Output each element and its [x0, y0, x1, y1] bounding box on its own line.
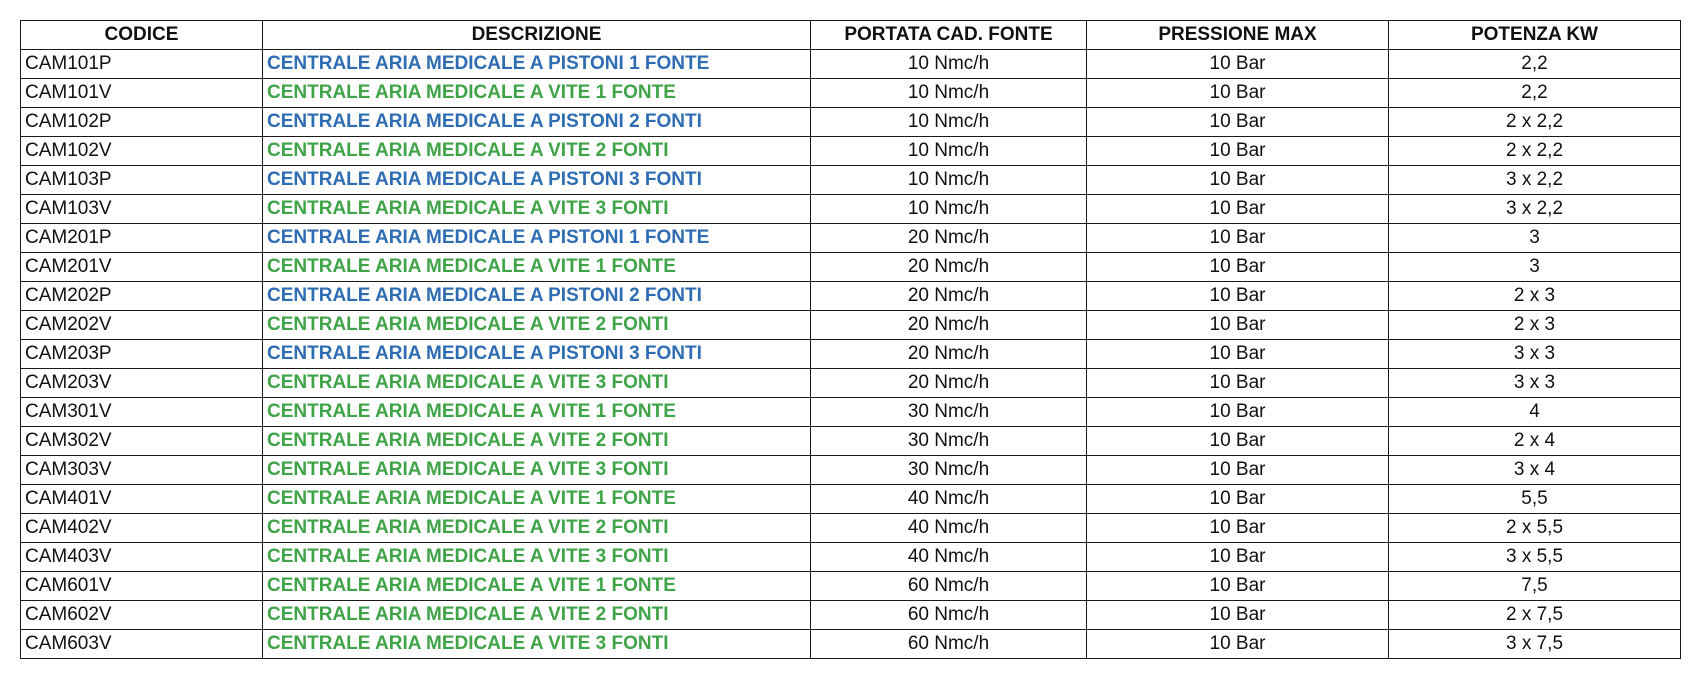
cell-potenza: 3 [1389, 224, 1681, 253]
cell-pressione: 10 Bar [1087, 630, 1389, 659]
table-row [21, 166, 1681, 195]
cell-portata: 10 Nmc/h [811, 108, 1087, 137]
cell-potenza: 4 [1389, 398, 1681, 427]
cell-potenza: 2 x 7,5 [1389, 601, 1681, 630]
cell-codice: CAM303V [21, 456, 263, 485]
cell-descrizione: CENTRALE ARIA MEDICALE A VITE 2 FONTI [263, 601, 811, 630]
cell-codice: CAM402V [21, 514, 263, 543]
cell-potenza: 3 x 3 [1389, 340, 1681, 369]
cell-potenza: 3 x 5,5 [1389, 543, 1681, 572]
cell-descrizione: CENTRALE ARIA MEDICALE A VITE 2 FONTI [263, 427, 811, 456]
cell-codice: CAM202P [21, 282, 263, 311]
cell-portata: 60 Nmc/h [811, 572, 1087, 601]
cell-codice: CAM101V [21, 79, 263, 108]
cell-potenza: 3 x 7,5 [1389, 630, 1681, 659]
cell-potenza: 2 x 3 [1389, 282, 1681, 311]
cell-pressione: 10 Bar [1087, 282, 1389, 311]
table-row [21, 195, 1681, 224]
cell-descrizione: CENTRALE ARIA MEDICALE A VITE 3 FONTI [263, 630, 811, 659]
cell-portata: 10 Nmc/h [811, 50, 1087, 79]
cell-portata: 40 Nmc/h [811, 543, 1087, 572]
cell-potenza: 3 x 4 [1389, 456, 1681, 485]
table-row [21, 79, 1681, 108]
cell-portata: 20 Nmc/h [811, 282, 1087, 311]
cell-pressione: 10 Bar [1087, 514, 1389, 543]
cell-potenza: 2,2 [1389, 79, 1681, 108]
cell-codice: CAM601V [21, 572, 263, 601]
cell-codice: CAM302V [21, 427, 263, 456]
header-descrizione: DESCRIZIONE [263, 21, 811, 50]
cell-codice: CAM103V [21, 195, 263, 224]
cell-codice: CAM603V [21, 630, 263, 659]
table-row [21, 543, 1681, 572]
table-row [21, 514, 1681, 543]
cell-descrizione: CENTRALE ARIA MEDICALE A VITE 2 FONTI [263, 137, 811, 166]
cell-descrizione: CENTRALE ARIA MEDICALE A PISTONI 1 FONTE [263, 224, 811, 253]
cell-codice: CAM203V [21, 369, 263, 398]
cell-codice: CAM403V [21, 543, 263, 572]
cell-pressione: 10 Bar [1087, 601, 1389, 630]
cell-portata: 20 Nmc/h [811, 369, 1087, 398]
table-row [21, 108, 1681, 137]
cell-portata: 10 Nmc/h [811, 137, 1087, 166]
cell-descrizione: CENTRALE ARIA MEDICALE A VITE 1 FONTE [263, 485, 811, 514]
cell-potenza: 3 [1389, 253, 1681, 282]
cell-potenza: 2 x 2,2 [1389, 108, 1681, 137]
cell-codice: CAM301V [21, 398, 263, 427]
cell-pressione: 10 Bar [1087, 369, 1389, 398]
cell-descrizione: CENTRALE ARIA MEDICALE A VITE 3 FONTI [263, 456, 811, 485]
cell-descrizione: CENTRALE ARIA MEDICALE A VITE 1 FONTE [263, 79, 811, 108]
table-row [21, 50, 1681, 79]
cell-pressione: 10 Bar [1087, 398, 1389, 427]
table-row [21, 485, 1681, 514]
cell-codice: CAM101P [21, 50, 263, 79]
cell-portata: 60 Nmc/h [811, 601, 1087, 630]
cell-portata: 40 Nmc/h [811, 485, 1087, 514]
cell-potenza: 5,5 [1389, 485, 1681, 514]
cell-pressione: 10 Bar [1087, 572, 1389, 601]
header-potenza: POTENZA KW [1389, 21, 1681, 50]
table-row [21, 572, 1681, 601]
cell-potenza: 3 x 3 [1389, 369, 1681, 398]
cell-pressione: 10 Bar [1087, 311, 1389, 340]
table-row [21, 311, 1681, 340]
cell-codice: CAM602V [21, 601, 263, 630]
cell-portata: 60 Nmc/h [811, 630, 1087, 659]
cell-codice: CAM201V [21, 253, 263, 282]
table-row [21, 340, 1681, 369]
table-row [21, 224, 1681, 253]
cell-pressione: 10 Bar [1087, 543, 1389, 572]
cell-potenza: 3 x 2,2 [1389, 195, 1681, 224]
cell-codice: CAM201P [21, 224, 263, 253]
cell-pressione: 10 Bar [1087, 50, 1389, 79]
cell-pressione: 10 Bar [1087, 137, 1389, 166]
cell-pressione: 10 Bar [1087, 224, 1389, 253]
table-row [21, 369, 1681, 398]
cell-descrizione: CENTRALE ARIA MEDICALE A PISTONI 3 FONTI [263, 166, 811, 195]
table-header [21, 21, 1681, 50]
cell-potenza: 7,5 [1389, 572, 1681, 601]
cell-descrizione: CENTRALE ARIA MEDICALE A VITE 3 FONTI [263, 543, 811, 572]
table-row [21, 427, 1681, 456]
cell-portata: 20 Nmc/h [811, 253, 1087, 282]
cell-descrizione: CENTRALE ARIA MEDICALE A VITE 2 FONTI [263, 514, 811, 543]
cell-codice: CAM102P [21, 108, 263, 137]
table-row [21, 253, 1681, 282]
cell-potenza: 2 x 3 [1389, 311, 1681, 340]
table-row [21, 282, 1681, 311]
cell-pressione: 10 Bar [1087, 456, 1389, 485]
table-row [21, 601, 1681, 630]
table-body [21, 50, 1681, 659]
header-portata: PORTATA CAD. FONTE [811, 21, 1087, 50]
cell-potenza: 2 x 5,5 [1389, 514, 1681, 543]
cell-portata: 30 Nmc/h [811, 427, 1087, 456]
cell-potenza: 2 x 4 [1389, 427, 1681, 456]
cell-descrizione: CENTRALE ARIA MEDICALE A PISTONI 3 FONTI [263, 340, 811, 369]
cell-pressione: 10 Bar [1087, 427, 1389, 456]
header-row [21, 21, 1681, 50]
cell-portata: 20 Nmc/h [811, 311, 1087, 340]
cell-pressione: 10 Bar [1087, 253, 1389, 282]
cell-descrizione: CENTRALE ARIA MEDICALE A PISTONI 1 FONTE [263, 50, 811, 79]
header-codice: CODICE [21, 21, 263, 50]
cell-descrizione: CENTRALE ARIA MEDICALE A VITE 3 FONTI [263, 369, 811, 398]
cell-codice: CAM203P [21, 340, 263, 369]
cell-codice: CAM401V [21, 485, 263, 514]
cell-portata: 10 Nmc/h [811, 166, 1087, 195]
cell-portata: 30 Nmc/h [811, 456, 1087, 485]
cell-portata: 30 Nmc/h [811, 398, 1087, 427]
cell-pressione: 10 Bar [1087, 340, 1389, 369]
cell-portata: 20 Nmc/h [811, 340, 1087, 369]
cell-codice: CAM202V [21, 311, 263, 340]
cell-portata: 10 Nmc/h [811, 195, 1087, 224]
cell-portata: 10 Nmc/h [811, 79, 1087, 108]
cell-pressione: 10 Bar [1087, 485, 1389, 514]
table-row [21, 456, 1681, 485]
cell-pressione: 10 Bar [1087, 166, 1389, 195]
cell-descrizione: CENTRALE ARIA MEDICALE A VITE 1 FONTE [263, 253, 811, 282]
cell-descrizione: CENTRALE ARIA MEDICALE A PISTONI 2 FONTI [263, 282, 811, 311]
cell-descrizione: CENTRALE ARIA MEDICALE A PISTONI 2 FONTI [263, 108, 811, 137]
cell-codice: CAM102V [21, 137, 263, 166]
cell-descrizione: CENTRALE ARIA MEDICALE A VITE 2 FONTI [263, 311, 811, 340]
cell-portata: 40 Nmc/h [811, 514, 1087, 543]
header-pressione: PRESSIONE MAX [1087, 21, 1389, 50]
cell-codice: CAM103P [21, 166, 263, 195]
cell-potenza: 2,2 [1389, 50, 1681, 79]
table-row [21, 137, 1681, 166]
cell-descrizione: CENTRALE ARIA MEDICALE A VITE 1 FONTE [263, 398, 811, 427]
table-row [21, 398, 1681, 427]
cell-portata: 20 Nmc/h [811, 224, 1087, 253]
cell-pressione: 10 Bar [1087, 79, 1389, 108]
cell-pressione: 10 Bar [1087, 108, 1389, 137]
cell-descrizione: CENTRALE ARIA MEDICALE A VITE 1 FONTE [263, 572, 811, 601]
product-table [20, 20, 1681, 659]
cell-potenza: 3 x 2,2 [1389, 166, 1681, 195]
cell-pressione: 10 Bar [1087, 195, 1389, 224]
cell-descrizione: CENTRALE ARIA MEDICALE A VITE 3 FONTI [263, 195, 811, 224]
cell-potenza: 2 x 2,2 [1389, 137, 1681, 166]
table-row [21, 630, 1681, 659]
